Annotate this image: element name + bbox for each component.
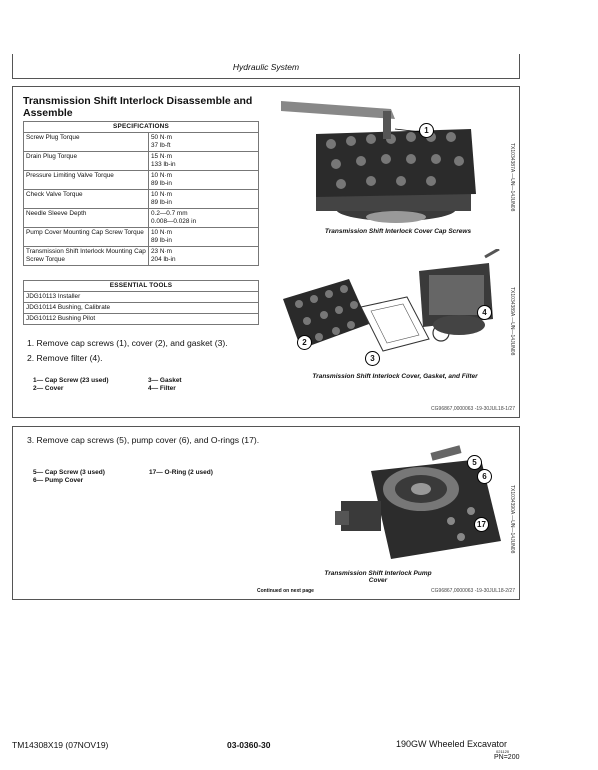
spec-value: 15 N·m 133 lb-in (149, 152, 259, 171)
spec-row (24, 209, 259, 228)
spec-name: Drain Plug Torque (24, 152, 149, 171)
spec-row (24, 190, 259, 209)
figure-1-caption: Transmission Shift Interlock Cover Cap Screws (324, 228, 472, 235)
procedure-title: Transmission Shift Interlock Disassemble and Assemble (23, 95, 253, 119)
spec-name: Transmission Shift Interlock Mounting Cap Screw Torque (24, 247, 149, 266)
callout-3: 3 (365, 351, 380, 366)
step-2: 2. Remove filter (4). (27, 353, 103, 363)
figure-2-ref: TX1034389A —UN—14JUN08 (509, 287, 515, 356)
spec-value: 10 N·m 89 lb-in (149, 228, 259, 247)
doc-reference: CG96867,0000063 -19-30JUL18-2/27 (431, 588, 515, 594)
footer-page-number: 03-0360-30 (227, 740, 271, 750)
spec-value: 50 N·m 37 lb-ft (149, 133, 259, 152)
footer-machine-name: 190GW Wheeled Excavator (396, 739, 508, 749)
interlock-cover-photo (271, 89, 507, 229)
spec-value: 23 N·m 204 lb-in (149, 247, 259, 266)
figure-1-ref: TX1034387A —UN—14JUN08 (509, 143, 515, 212)
legend-item: 5— Cap Screw (3 used) (33, 469, 105, 476)
figure-2-caption: Transmission Shift Interlock Cover, Gasket, and Filter (312, 373, 478, 380)
procedure-panel-2 (12, 426, 520, 600)
procedure-panel-1 (12, 86, 520, 418)
legend-item: 4— Filter (148, 385, 176, 392)
section-title: Hydraulic System (232, 62, 300, 72)
spec-row (24, 228, 259, 247)
callout-5: 5 (467, 455, 482, 470)
step-1: 1. Remove cap screws (1), cover (2), and gasket (3). (27, 338, 228, 348)
callout-6: 6 (477, 469, 492, 484)
tool-row (24, 303, 259, 314)
callout-4: 4 (477, 305, 492, 320)
legend-item: 3— Gasket (148, 377, 182, 384)
spec-row (24, 152, 259, 171)
tools-header: ESSENTIAL TOOLS (24, 281, 259, 292)
figure-3-caption: Transmission Shift Interlock Pump Cover (324, 570, 432, 584)
spec-row (24, 133, 259, 152)
page-header (12, 54, 520, 79)
callout-2: 2 (297, 335, 312, 350)
tool-row (24, 314, 259, 325)
legend-item: 17— O-Ring (2 used) (149, 469, 213, 476)
continued-note: Continued on next page (257, 588, 314, 594)
spec-name: Pressure Limiting Valve Torque (24, 171, 149, 190)
tool-name: JDG10114 Bushing, Calibrate (24, 303, 259, 314)
tools-table (23, 280, 259, 325)
tool-name: JDG10112 Bushing Pilot (24, 314, 259, 325)
specifications-header: SPECIFICATIONS (24, 122, 259, 133)
legend-item: 1— Cap Screw (23 used) (33, 377, 109, 384)
spec-name: Check Valve Torque (24, 190, 149, 209)
doc-reference: CG96867,0000063 -19-30JUL18-1/27 (431, 406, 515, 412)
spec-name: Needle Sleeve Depth (24, 209, 149, 228)
footer-pn: PN=200 (494, 754, 520, 761)
spec-value: 10 N·m 89 lb-in (149, 171, 259, 190)
cover-gasket-filter-photo (279, 249, 507, 371)
callout-17: 17 (474, 517, 489, 532)
step-3: 3. Remove cap screws (5), pump cover (6), and O-rings (17). (27, 435, 260, 445)
spec-row (24, 247, 259, 266)
spec-name: Screw Plug Torque (24, 133, 149, 152)
spec-name: Pump Cover Mounting Cap Screw Torque (24, 228, 149, 247)
footer-date-code: 021120 (496, 749, 510, 754)
tool-row (24, 292, 259, 303)
footer-manual-id: TM14308X19 (07NOV19) (12, 740, 109, 750)
tool-name: JDG10113 Installer (24, 292, 259, 303)
figure-3-ref: TX1034390A —UN—14JUN08 (509, 485, 515, 554)
specifications-table (23, 121, 259, 266)
spec-value: 0.2—0.7 mm 0.008—0.028 in (149, 209, 259, 228)
callout-1: 1 (419, 123, 434, 138)
legend-item: 6— Pump Cover (33, 477, 84, 484)
spec-value: 10 N·m 89 lb-in (149, 190, 259, 209)
spec-row (24, 171, 259, 190)
legend-item: 2— Cover (33, 385, 64, 392)
